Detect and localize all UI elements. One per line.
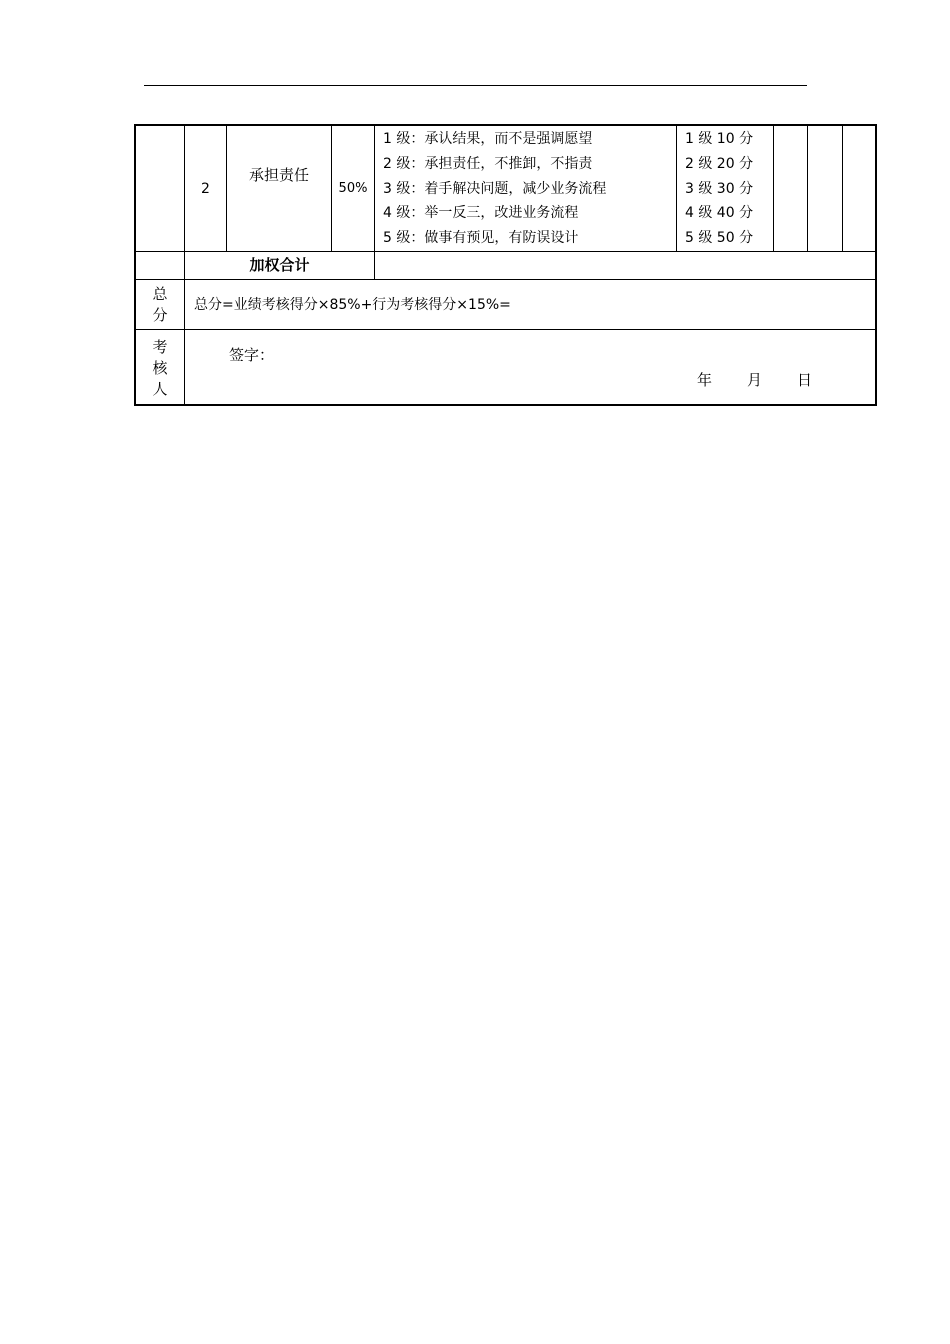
score-5-text: 5 级 50 分 xyxy=(685,230,754,247)
item-name xyxy=(227,126,332,252)
reviewer-label-char-1: 考 xyxy=(152,337,168,356)
item-number-text: 2 xyxy=(201,180,210,197)
level-4-text: 4 级：举一反三，改进业务流程 xyxy=(383,205,579,222)
total-label-char-2: 分 xyxy=(152,305,168,324)
item-name-text: 承担责任 xyxy=(248,166,309,184)
total-formula-cell xyxy=(185,280,877,330)
weighted-total-value-cell[interactable] xyxy=(375,252,877,280)
score-1-text: 1 级 10 分 xyxy=(685,131,754,147)
total-label-cell xyxy=(136,280,185,330)
total-formula-text: 总分=业绩考核得分×85%+行为考核得分×15%= xyxy=(194,296,511,313)
reviewer-label-cell xyxy=(136,330,185,406)
score-4-text: 4 级 40 分 xyxy=(685,205,754,222)
level-5-text: 5 级：做事有预见，有防误设计 xyxy=(383,230,579,247)
day-label: 日 xyxy=(797,371,813,389)
item-weight xyxy=(332,126,375,252)
score-3-text: 3 级 30 分 xyxy=(685,180,754,197)
month-label: 月 xyxy=(747,371,763,389)
total-label-char-1: 总 xyxy=(152,284,168,303)
supervisor-score-cell[interactable] xyxy=(808,126,843,252)
reviewer-label-char-3: 人 xyxy=(152,379,168,398)
category-cell xyxy=(136,126,185,252)
item-weight-text: 50% xyxy=(338,181,368,196)
weighted-total-blank-cell xyxy=(136,252,185,280)
reviewer-sign-cell[interactable] xyxy=(185,330,877,406)
level-1-text: 1 级：承认结果，而不是强调愿望 xyxy=(383,131,593,147)
signature-label: 签字： xyxy=(229,346,275,364)
header-rule xyxy=(144,85,807,86)
weighted-total-label: 加权合计 xyxy=(249,256,310,274)
reviewer-label-char-2: 核 xyxy=(152,358,168,377)
level-2-text: 2 级：承担责任，不推卸，不指责 xyxy=(383,155,593,172)
weighted-total-label-cell xyxy=(185,252,375,280)
level-scores xyxy=(677,126,774,252)
item-number xyxy=(185,126,227,252)
self-score-cell[interactable] xyxy=(774,126,808,252)
evaluation-table xyxy=(134,124,877,406)
level-3-text: 3 级：着手解决问题，减少业务流程 xyxy=(383,180,607,197)
level-descriptions xyxy=(375,126,677,252)
final-score-cell[interactable] xyxy=(843,126,877,252)
year-label: 年 xyxy=(697,371,713,389)
score-2-text: 2 级 20 分 xyxy=(685,155,754,172)
